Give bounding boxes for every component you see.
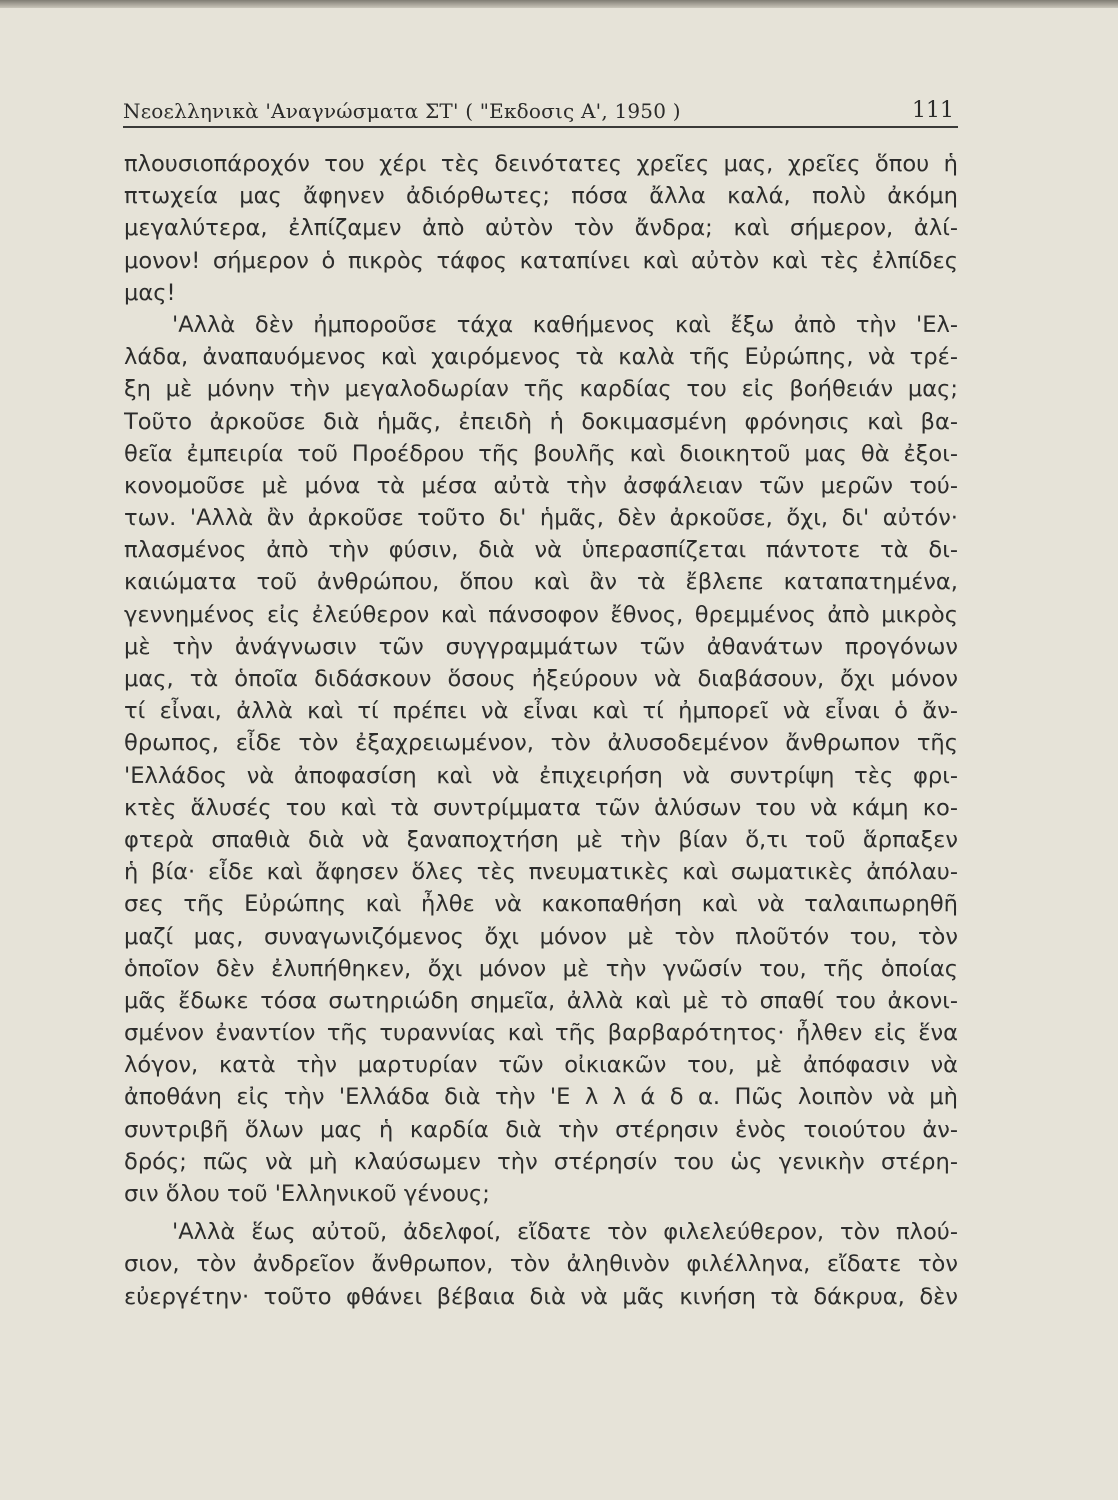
text-line: πτωχεία μας ἄφηνεν ἀδιόρθωτες; πόσα ἄλλα καλά, πολὺ ἀκόμη xyxy=(124,183,958,210)
text-line: ὁποῖον δὲν ἐλυπήθηκεν, ὄχι μόνον μὲ τὴν γνῶσίν του, τῆς ὁποίας xyxy=(124,955,958,982)
text-line: μᾶς ἔδωκε τόσα σωτηριώδη σημεῖα, ἀλλὰ καὶ μὲ τὸ σπαθί του ἀκονι- xyxy=(124,987,958,1014)
text-line: φτερὰ σπαθιὰ διὰ νὰ ξαναποχτήση μὲ τὴν βίαν ὅ,τι τοῦ ἅρπαξεν xyxy=(124,826,958,853)
text-line: μαζί μας, συναγωνιζόμενος ὄχι μόνον μὲ τὸν πλοῦτόν του, τὸν xyxy=(124,923,958,950)
page-top-edge xyxy=(0,0,1118,8)
text-line: λόγον, κατὰ τὴν μαρτυρίαν τῶν οἰκιακῶν του, μὲ ἀπόφασιν νὰ xyxy=(124,1052,958,1079)
body-text xyxy=(124,148,958,1313)
text-line: σες τῆς Εὐρώπης καὶ ἦλθε νὰ κακοπαθήση καὶ νὰ ταλαιπωρηθῆ xyxy=(124,891,958,918)
text-line: ἡ βία· εἶδε καὶ ἄφησεν ὅλες τὲς πνευματικὲς καὶ σωματικὲς ἀπόλαυ- xyxy=(124,859,958,886)
text-line: κονομοῦσε μὲ μόνα τὰ μέσα αὐτὰ τὴν ἀσφάλειαν τῶν μερῶν τού- xyxy=(124,472,958,499)
text-line: καιώματα τοῦ ἀνθρώπου, ὅπου καὶ ἂν τὰ ἔβλεπε καταπατημένα, xyxy=(124,569,958,596)
text-line: μας! xyxy=(124,279,176,306)
text-line: μας, τὰ ὁποῖα διδάσκουν ὅσους ἠξεύρουν νὰ διαβάσουν, ὄχι μόνον xyxy=(124,666,958,692)
page-header xyxy=(123,92,958,128)
text-line: ξη μὲ μόνην τὴν μεγαλοδωρίαν τῆς καρδίας του εἰς βοήθειάν μας; xyxy=(124,376,958,403)
text-line: μονον! σήμερον ὁ πικρὸς τάφος καταπίνει καὶ αὐτὸν καὶ τὲς ἐλπίδες xyxy=(124,247,958,274)
text-line: λάδα, ἀναπαυόμενος καὶ χαιρόμενος τὰ καλὰ τῆς Εὐρώπης, νὰ τρέ- xyxy=(124,344,958,371)
text-line: 'Ελλάδος νὰ ἀποφασίση καὶ νὰ ἐπιχειρήση νὰ συντρίψη τὲς φρι- xyxy=(124,762,958,789)
text-line: ἀποθάνη εἰς τὴν 'Ελλάδα διὰ τὴν 'Ε λ λ ά δ α. Πῶς λοιπὸν νὰ μὴ xyxy=(124,1084,958,1111)
text-line: 'Αλλὰ δὲν ἠμποροῦσε τάχα καθήμενος καὶ ἔξω ἀπὸ τὴν 'Ελ- xyxy=(172,311,958,338)
text-line: πλασμένος ἀπὸ τὴν φύσιν, διὰ νὰ ὑπερασπίζεται πάντοτε τὰ δι- xyxy=(124,537,958,564)
text-line: μὲ τὴν ἀνάγνωσιν τῶν συγγραμμάτων τῶν ἀθανάτων προγόνων xyxy=(124,633,958,660)
text-line: εὐεργέτην· τοῦτο φθάνει βέβαια διὰ νὰ μᾶς κινήση τὰ δάκρυα, δὲν xyxy=(124,1283,958,1310)
text-line: γεννημένος εἰς ἐλεύθερον καὶ πάνσοφον ἔθνος, θρεμμένος ἀπὸ μικρὸς xyxy=(124,601,958,628)
text-line: των. 'Αλλὰ ἂν ἀρκοῦσε τοῦτο δι' ἡμᾶς, δὲν ἀρκοῦσε, ὄχι, δι' αὐτόν· xyxy=(124,505,958,532)
text-line: θεῖα ἐμπειρία τοῦ Προέδρου τῆς βουλῆς καὶ διοικητοῦ μας θὰ ἐξοι- xyxy=(124,440,958,467)
text-line: μεγαλύτερα, ἐλπίζαμεν ἀπὸ αὐτὸν τὸν ἄνδρα; καὶ σήμερον, ἀλί- xyxy=(124,215,958,242)
text-line: δρός; πῶς νὰ μὴ κλαύσωμεν τὴν στέρησίν του ὡς γενικὴν στέρη- xyxy=(124,1148,958,1175)
text-line: συντριβῆ ὅλων μας ἡ καρδία διὰ τὴν στέρησιν ἑνὸς τοιούτου ἀν- xyxy=(124,1116,958,1143)
running-title: Νεοελληνικὰ 'Αναγνώσματα ΣΤ' ( "Εκδοσις Α', 1950 ) xyxy=(123,99,681,123)
text-line: τί εἶναι, ἀλλὰ καὶ τί πρέπει νὰ εἶναι καὶ τί ἠμπορεῖ νὰ εἶναι ὁ ἄν- xyxy=(124,698,958,725)
text-line: σιν ὅλου τοῦ 'Ελληνικοῦ γένους; xyxy=(124,1181,490,1207)
page-number: 111 xyxy=(912,98,954,123)
text-line: 'Αλλὰ ἕως αὐτοῦ, ἀδελφοί, εἴδατε τὸν φιλελεύθερον, τὸν πλού- xyxy=(172,1219,958,1246)
text-line: θρωπος, εἶδε τὸν ἐξαχρειωμένον, τὸν ἀλυσοδεμένον ἄνθρωπον τῆς xyxy=(124,730,958,757)
text-line: Τοῦτο ἀρκοῦσε διὰ ἡμᾶς, ἐπειδὴ ἡ δοκιμασμένη φρόνησις καὶ βα- xyxy=(124,408,958,435)
text-line: σμένον ἐναντίον τῆς τυραννίας καὶ τῆς βαρβαρότητος· ἦλθεν εἰς ἕνα xyxy=(124,1020,958,1047)
text-line: σιον, τὸν ἀνδρεῖον ἄνθρωπον, τὸν ἀληθινὸν φιλέλληνα, εἴδατε τὸν xyxy=(124,1251,958,1278)
text-line: κτὲς ἅλυσές του καὶ τὰ συντρίμματα τῶν ἁλύσων του νὰ κάμη κο- xyxy=(124,794,958,821)
text-line: πλουσιοπάροχόν του χέρι τὲς δεινότατες χρεῖες μας, χρεῖες ὅπου ἡ xyxy=(124,151,958,177)
